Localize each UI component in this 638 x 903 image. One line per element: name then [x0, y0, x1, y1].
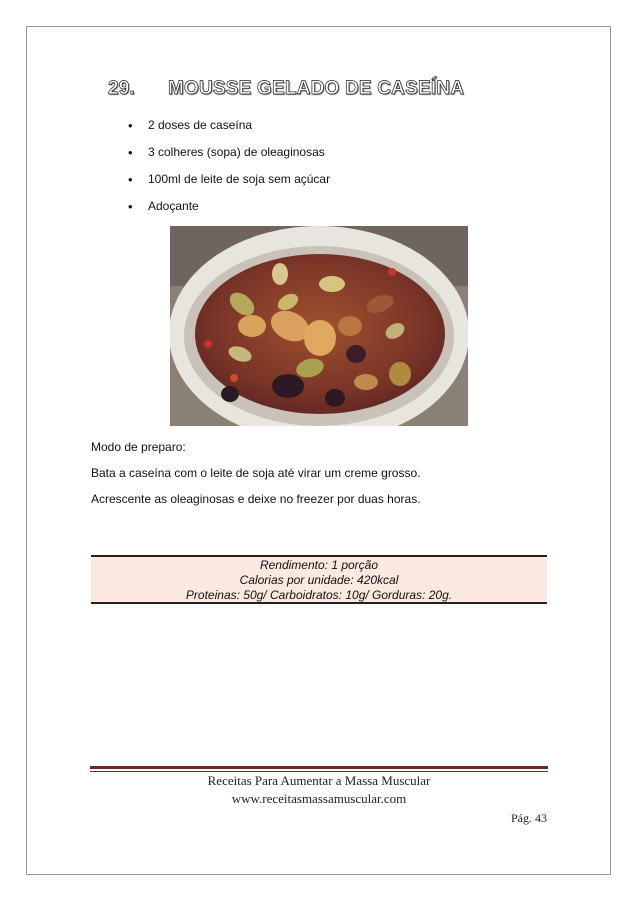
ingredient-item: • Adoçante: [128, 193, 330, 220]
recipe-number: 29.: [108, 78, 136, 99]
ingredient-item: • 3 colheres (sopa) de oleaginosas: [128, 139, 330, 166]
recipe-title-text: MOUSSE GELADO DE CASEÍNA: [168, 78, 465, 99]
footer-book-title: Receitas Para Aumentar a Massa Muscular: [207, 773, 431, 788]
method-step: Acrescente as oleaginosas e deixe no freezer por duas horas.: [91, 492, 421, 506]
calories-text: Calorias por unidade: 420kcal: [239, 573, 399, 587]
footer-divider-thin: [90, 771, 548, 772]
ingredient-item: • 2 doses de caseína: [128, 112, 330, 139]
footer-divider: [90, 766, 548, 769]
mousse-photo: [170, 226, 468, 426]
ingredient-item: • 100ml de leite de soja sem açúcar: [128, 166, 330, 193]
page-number: Pág. 43: [511, 811, 547, 825]
ingredient-list: [128, 112, 330, 220]
method-step: Bata a caseína com o leite de soja até virar um creme grosso.: [91, 466, 421, 480]
footer-website: www.receitasmassamuscular.com: [231, 791, 407, 806]
recipe-title: [108, 78, 464, 100]
macros-text: Proteinas: 50g/ Carboidratos: 10g/ Gorduras: 20g.: [185, 588, 453, 602]
yield-text: Rendimento: 1 porção: [259, 558, 379, 572]
method-heading: Modo de preparo:: [91, 440, 186, 454]
nutrition-box: [91, 555, 547, 604]
